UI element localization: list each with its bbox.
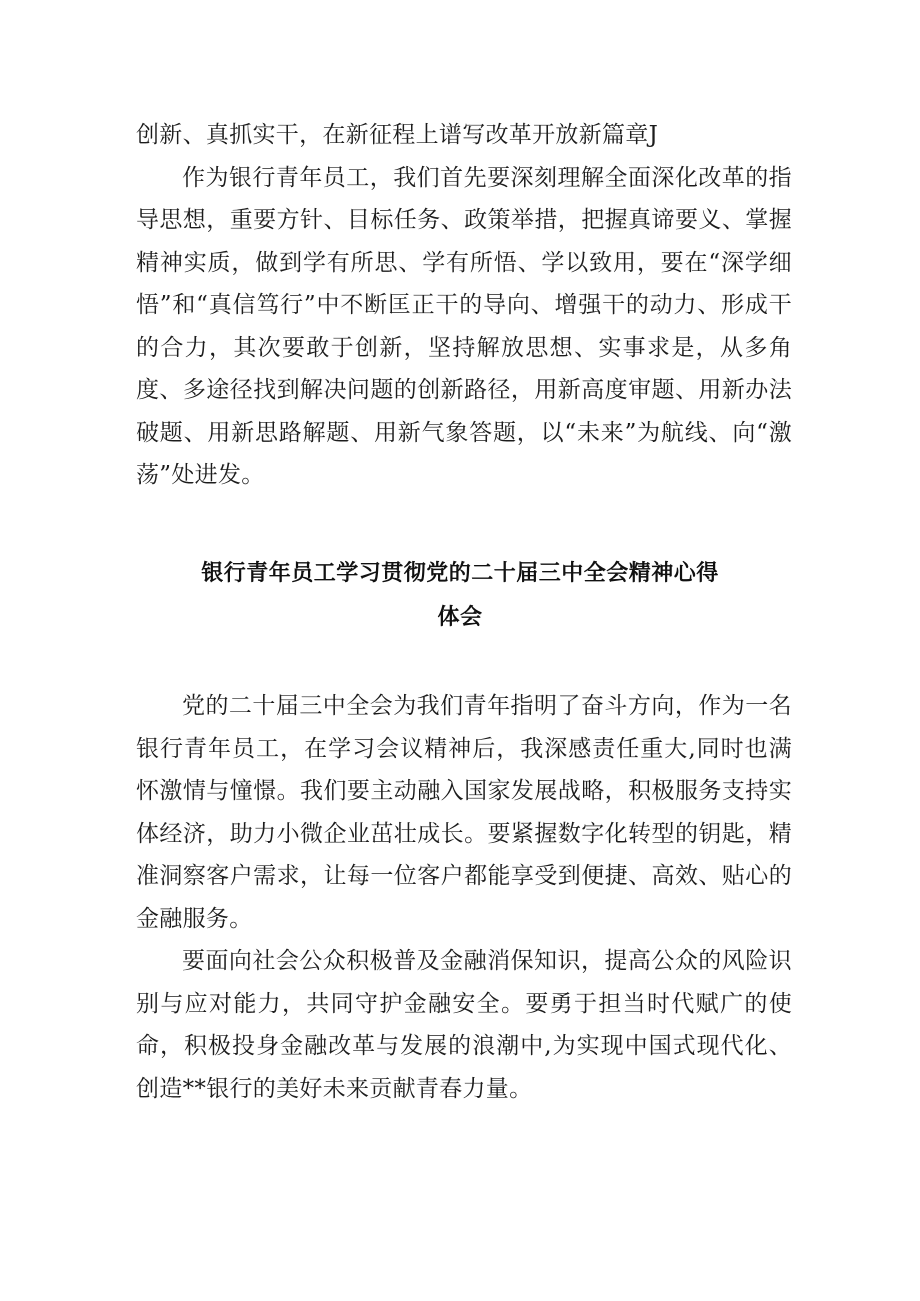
section-2: [136, 685, 792, 1110]
article-title-line-1: 银行青年员工学习贯彻党的二十届三中全会精神心得: [201, 561, 719, 586]
body-paragraph: 作为银行青年员工，我们首先要深刻理解全面深化改革的指导思想，重要方针、目标任务、政策举措，把握真谛要义、掌握精神实质，做到学有所思、学有所悟、学以致用，要在“深学细悟”和“真信笃行”中不断匡正干的导向、增强干的动力、形成干的合力，其次要敢于创新，坚持解放思想、实事求是，从多角度、多途径找到解决问题的创新路径，用新高度审题、用新办法破题、用新思路解题、用新气象答题，以“未来”为航线、向“激荡”处进发。: [136, 164, 792, 488]
continuation-line: 创新、真抓实干，在新征程上谱写改革开放新篇章J: [136, 122, 659, 148]
article-title: [100, 552, 820, 640]
body-paragraph: 要面向社会公众积极普及金融消保知识，提高公众的风险识别与应对能力，共同守护金融安全。要勇于担当时代赋广的使命，积极投身金融改革与发展的浪潮中,为实现中国式现代化、创造**银行的美好未来贡献青春力量。: [136, 948, 792, 1102]
article-title-line-2: 体会: [437, 605, 483, 630]
body-paragraph: 党的二十届三中全会为我们青年指明了奋斗方向，作为一名银行青年员工，在学习会议精神后，我深感责任重大,同时也满怀激情与憧憬。我们要主动融入国家发展战略，积极服务支持实体经济，助力小微企业茁壮成长。要紧握数字化转型的钥匙，精准洞察客户需求，让每一位客户都能享受到便捷、高效、贴心的金融服务。: [136, 693, 792, 932]
section-1: [136, 114, 792, 497]
